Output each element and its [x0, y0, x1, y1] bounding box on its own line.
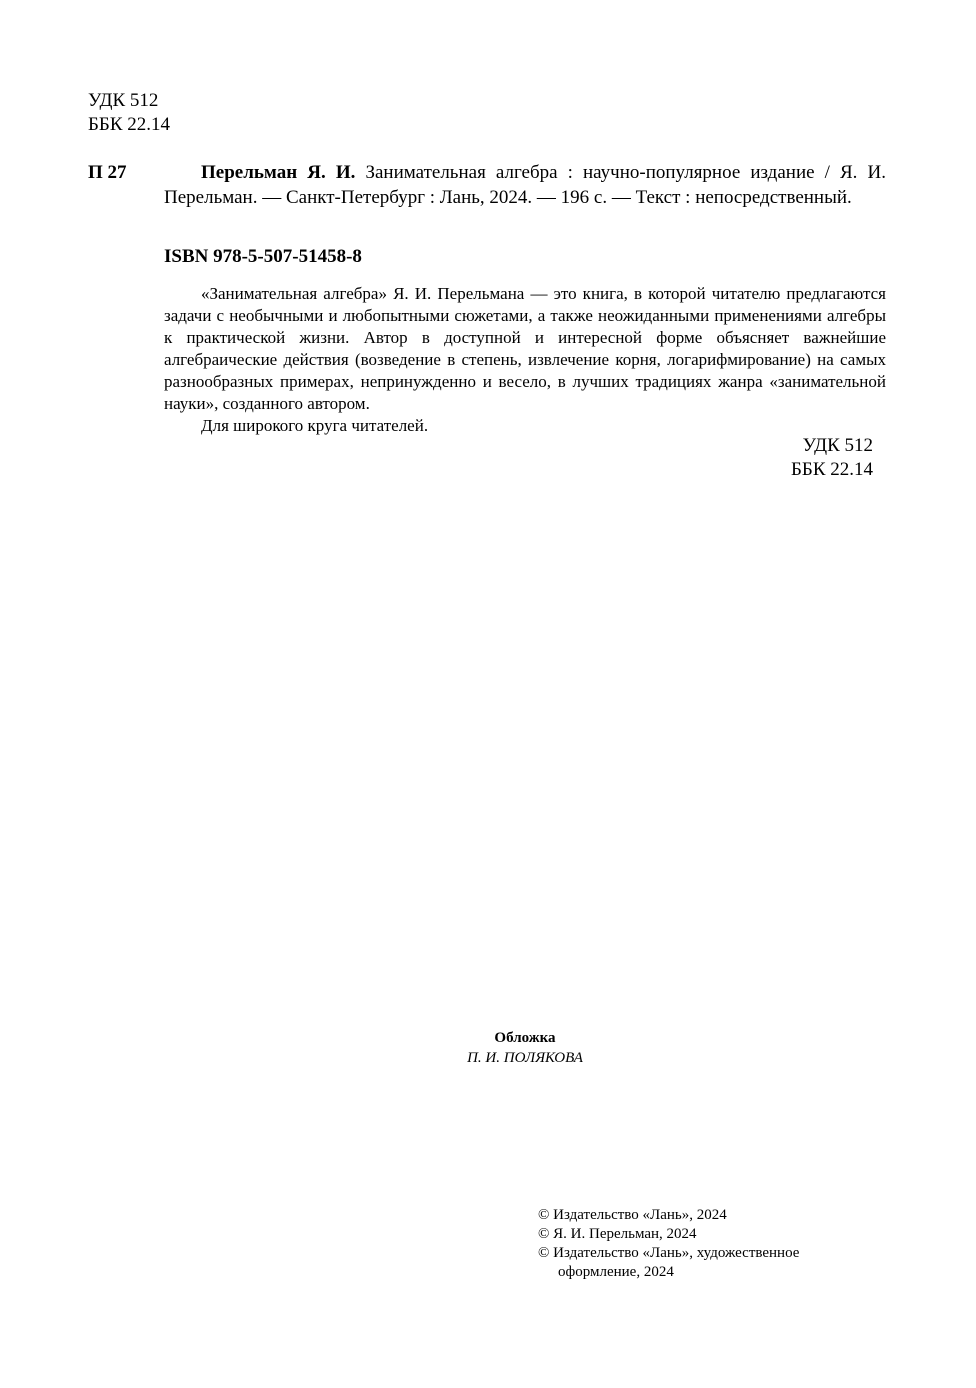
copyright-publisher: © Издательство «Лань», 2024	[538, 1207, 727, 1223]
udk-code: УДК 512	[88, 90, 159, 111]
copyright-author: © Я. И. Перельман, 2024	[538, 1226, 697, 1242]
isbn: ISBN 978-5-507-51458-8	[164, 246, 362, 267]
copyright-design-continued: оформление, 2024	[558, 1264, 674, 1280]
cover-artist: П. И. ПОЛЯКОВА	[467, 1050, 583, 1066]
author-sign: П 27	[88, 162, 127, 183]
annotation-paragraph: «Занимательная алгебра» Я. И. Перельмана — это книга, в которой читателю предлагаются задачи с необычными и любопытными сюжетами, а также неожиданными применениями алгебры к практической жизни. Автор в доступной и интересной форме объясняет важнейшие алгебраические действия (возведение в степень, извлечение корня, логарифмирование) на самых разнообразных примерах, непринужденно и весело, в лучших традициях жанра «занимательной науки», созданного автором.	[164, 284, 886, 413]
entry-author: Перельман Я. И.	[201, 162, 356, 183]
entry-description: Занимательная алгебра : научно-популярное издание / Я. И. Перельман. — Санкт-Петербург : Лань, 2024. — 196 с. — Текст : непосредственный.	[164, 162, 886, 208]
udk-code-right: УДК 512	[802, 435, 873, 456]
annotation	[164, 283, 886, 437]
top-classification	[88, 89, 170, 137]
bibliographic-entry	[164, 160, 886, 210]
right-classification	[791, 434, 873, 482]
cover-label: Обложка	[494, 1030, 556, 1046]
cover-credit	[0, 1028, 976, 1068]
bbk-code-right: ББК 22.14	[791, 459, 873, 480]
copyright-design: © Издательство «Лань», художественное	[538, 1245, 800, 1261]
copyright-block	[538, 1206, 799, 1282]
annotation-audience: Для широкого круга читателей.	[201, 416, 429, 435]
bbk-code: ББК 22.14	[88, 114, 170, 135]
